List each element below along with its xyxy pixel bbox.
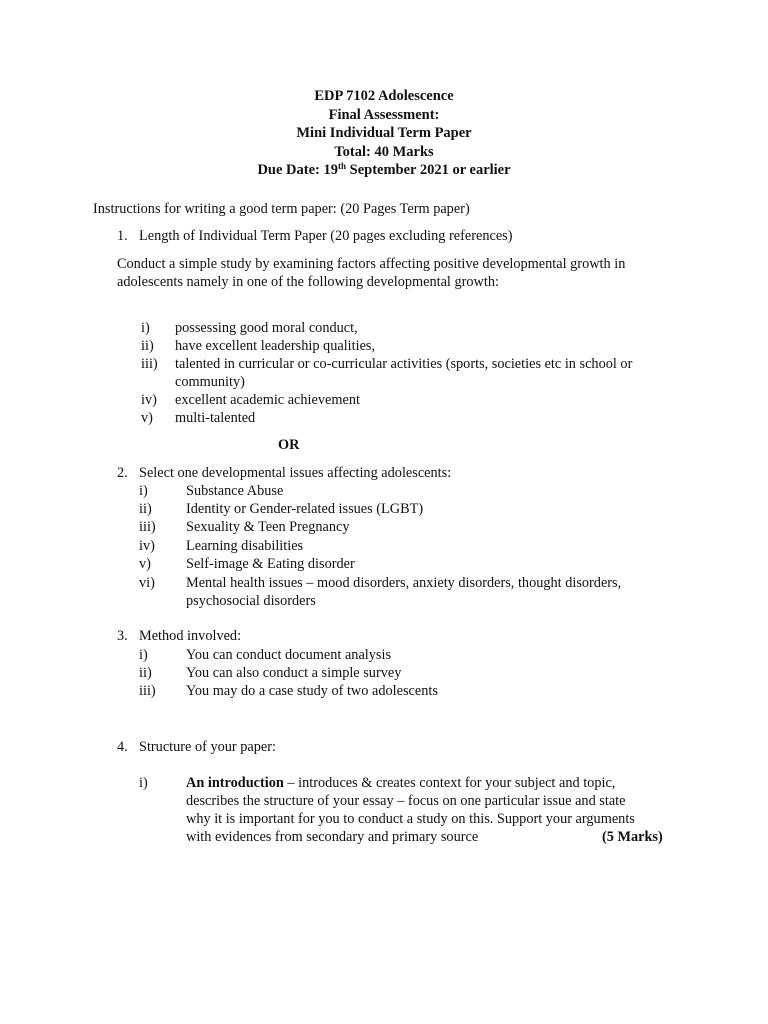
list-item-number: i) (139, 775, 148, 791)
list-item: You can conduct document analysis (186, 647, 392, 663)
course-title: EDP 7102 Adolescence (314, 88, 454, 104)
list-item-number: v) (141, 410, 153, 426)
list-item: Self-image & Eating disorder (186, 556, 355, 572)
list-item-continuation: community) (175, 374, 245, 390)
list-item-number: v) (139, 556, 151, 572)
list-item-number: iv) (141, 392, 157, 408)
intro-text: Instructions for writing a good term paper: (20 Pages Term paper) (93, 201, 470, 217)
list-item: Sexuality & Teen Pregnancy (186, 519, 350, 535)
assessment-title: Final Assessment: (328, 106, 440, 123)
list-item: Mental health issues – mood disorders, anxiety disorders, thought disorders, (186, 575, 622, 591)
introduction-line4: with evidences from secondary and primary source (186, 829, 479, 845)
section-1-paragraph-line2: adolescents namely in one of the following developmental growth: (117, 274, 499, 290)
list-item-number: ii) (139, 665, 152, 681)
list-item: Substance Abuse (186, 483, 284, 499)
list-item: You can also conduct a simple survey (186, 665, 402, 681)
list-item-number: ii) (141, 338, 154, 354)
list-item-number: iii) (141, 356, 158, 372)
introduction-label: An introduction (186, 775, 284, 791)
list-item-number: i) (141, 320, 150, 336)
document-header (0, 87, 768, 180)
list-item-number: ii) (139, 501, 152, 517)
section-4-title: Structure of your paper: (139, 739, 276, 755)
marks-label: (5 Marks) (602, 829, 663, 845)
introduction-line2: describes the structure of your essay – focus on one particular issue and state (186, 793, 626, 809)
section-2-number: 2. (117, 465, 128, 481)
introduction-line1: An introduction – introduces & creates context for your subject and topic, (186, 775, 616, 791)
list-item-number: i) (139, 483, 148, 499)
due-date: Due Date: 19th September 2021 or earlier (257, 161, 511, 178)
list-item: talented in curricular or co-curricular activities (sports, societies etc in school or (175, 356, 633, 372)
section-3-number: 3. (117, 628, 128, 644)
section-4-number: 4. (117, 739, 128, 755)
list-item: possessing good moral conduct, (175, 320, 358, 336)
list-item: have excellent leadership qualities, (175, 338, 376, 354)
list-item: multi-talented (175, 410, 256, 426)
list-item: You may do a case study of two adolescents (186, 683, 438, 699)
total-marks: Total: 40 Marks (334, 143, 434, 160)
list-item-number: iii) (139, 683, 156, 699)
introduction-line3: why it is important for you to conduct a study on this. Support your arguments (186, 811, 635, 827)
list-item-number: vi) (139, 575, 155, 591)
list-item-number: i) (139, 647, 148, 663)
paper-title: Mini Individual Term Paper (296, 125, 472, 141)
list-item: Learning disabilities (186, 538, 304, 554)
list-item: excellent academic achievement (175, 392, 360, 408)
list-item-number: iv) (139, 538, 155, 554)
section-3-title: Method involved: (139, 628, 242, 644)
list-item: Identity or Gender-related issues (LGBT) (186, 501, 424, 517)
section-1-paragraph-line1: Conduct a simple study by examining factors affecting positive developmental growth in (117, 256, 626, 272)
or-separator: OR (278, 437, 300, 453)
section-2-title: Select one developmental issues affecting adolescents: (139, 465, 452, 481)
list-item-number: iii) (139, 519, 156, 535)
section-1-number: 1. (117, 228, 128, 244)
list-item-continuation: psychosocial disorders (186, 593, 316, 609)
section-1-title: Length of Individual Term Paper (20 pages excluding references) (139, 228, 513, 244)
